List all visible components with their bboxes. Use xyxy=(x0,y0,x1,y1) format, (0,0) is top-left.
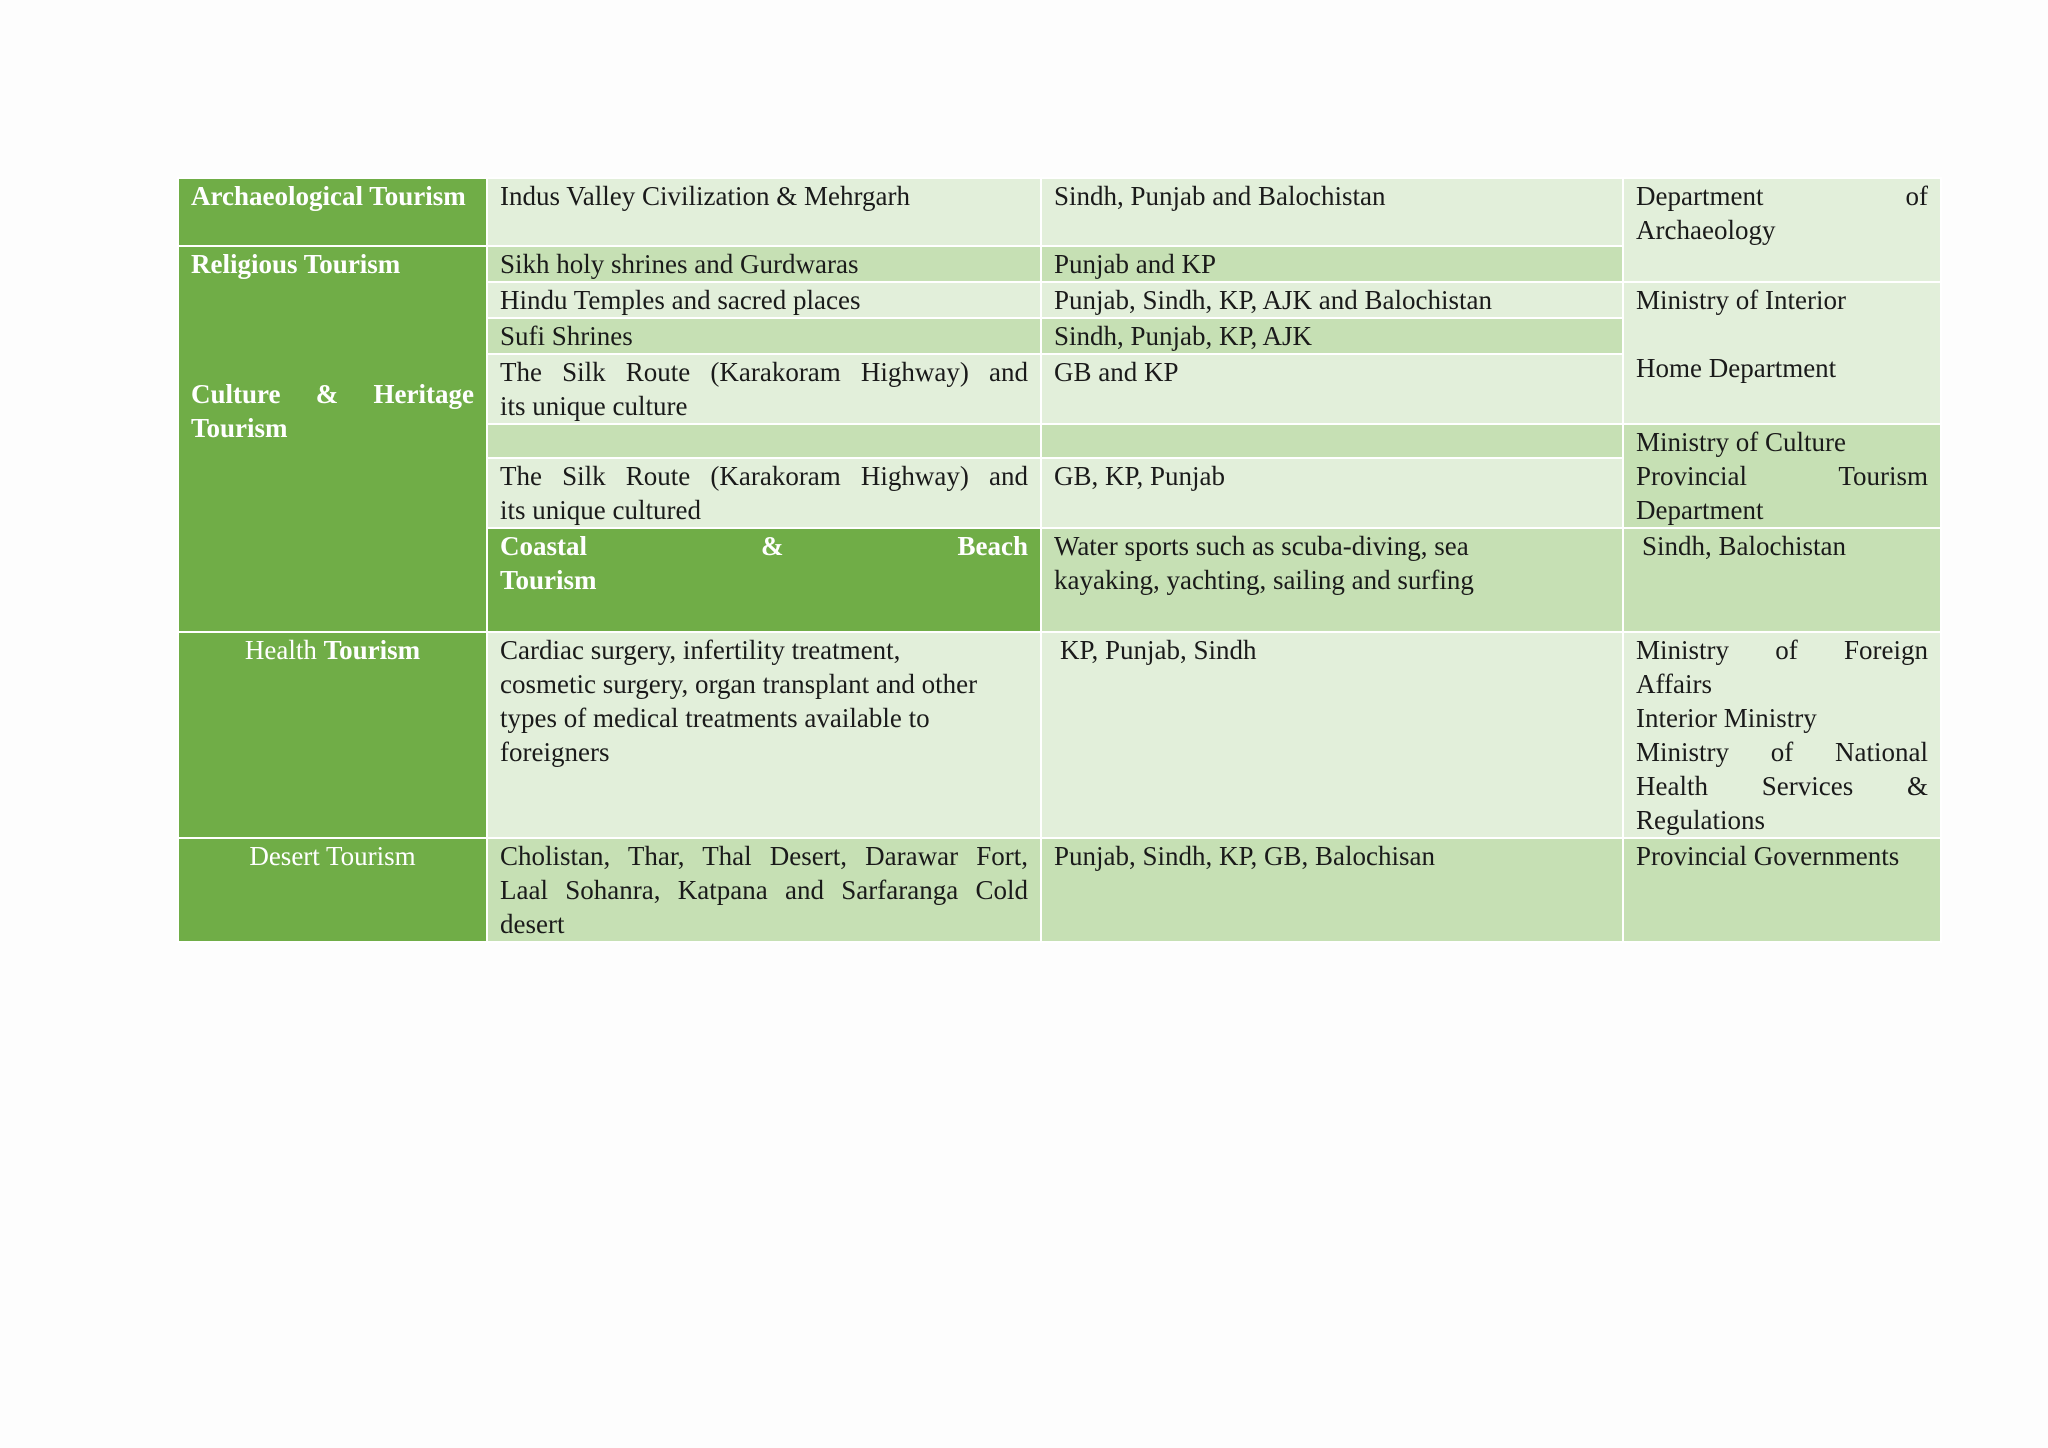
provinces-cell xyxy=(1041,282,1623,318)
attractions-text: Sufi Shrines xyxy=(500,321,633,351)
attractions-line: The Silk Route (Karakoram Highway) and xyxy=(500,461,1028,491)
provinces-text: KP, Punjab, Sindh xyxy=(1060,635,1257,665)
category-line: Culture & Heritage xyxy=(191,379,474,409)
authority-cell xyxy=(1623,424,1941,528)
attractions-line: Laal Sohanra, Katpana and Sarfaranga Cold xyxy=(500,875,1028,905)
authority-cell xyxy=(1623,838,1941,942)
provinces-cell xyxy=(1623,528,1941,632)
attractions-cell xyxy=(487,632,1041,838)
attractions-cell xyxy=(1041,528,1623,632)
authority-line: Health Services & xyxy=(1636,771,1928,801)
authority-line: Regulations xyxy=(1636,805,1765,835)
category-line: Tourism xyxy=(191,413,288,443)
category-label xyxy=(191,377,474,445)
authority-line: Ministry of Interior xyxy=(1636,285,1846,315)
category-label: Health xyxy=(244,635,317,665)
provinces-cell xyxy=(1041,424,1623,458)
provinces-text: Punjab, Sindh, KP, AJK and Balochistan xyxy=(1054,285,1493,315)
authority-line: Archaeology xyxy=(1636,215,1776,245)
authority-line: Provincial Tourism xyxy=(1636,461,1928,491)
authority-cell xyxy=(1623,282,1941,424)
attractions-cell xyxy=(487,354,1041,424)
attractions-text: Indus Valley Civilization & Mehrgarh xyxy=(500,181,910,211)
attractions-cell xyxy=(487,318,1041,354)
attractions-cell xyxy=(487,424,1041,458)
category-cell xyxy=(178,246,487,632)
provinces-text: Sindh, Punjab and Balochistan xyxy=(1054,181,1386,211)
provinces-cell xyxy=(1041,632,1623,838)
attractions-cell xyxy=(487,282,1041,318)
attractions-line: its unique cultured xyxy=(500,495,701,525)
table-row xyxy=(178,838,1941,942)
category-cell xyxy=(178,178,487,246)
authority-cell xyxy=(1623,178,1941,282)
attractions-cell xyxy=(487,838,1041,942)
authority-line: Department of xyxy=(1636,181,1928,211)
authority-line: Home Department xyxy=(1636,353,1837,383)
authority-line: Department xyxy=(1636,495,1764,525)
table-row xyxy=(178,632,1941,838)
attractions-line: kayaking, yachting, sailing and surfing xyxy=(1054,565,1474,595)
attractions-line: The Silk Route (Karakoram Highway) and xyxy=(500,357,1028,387)
provinces-cell xyxy=(1041,318,1623,354)
provinces-cell xyxy=(1041,458,1623,528)
category-label: Religious Tourism xyxy=(191,249,401,279)
attractions-cell xyxy=(487,458,1041,528)
authority-line: Interior Ministry xyxy=(1636,703,1817,733)
provinces-cell xyxy=(1041,354,1623,424)
authority-line: Ministry of National xyxy=(1636,737,1928,767)
attractions-line: Cholistan, Thar, Thal Desert, Darawar Fort, xyxy=(500,841,1028,871)
category-cell xyxy=(178,632,487,838)
provinces-cell xyxy=(1041,838,1623,942)
authority-text: Provincial Governments xyxy=(1636,841,1900,871)
authority-line: Ministry of Culture xyxy=(1636,427,1846,457)
category-cell xyxy=(487,528,1041,632)
provinces-text: Sindh, Balochistan xyxy=(1642,531,1846,561)
attractions-text: Hindu Temples and sacred places xyxy=(500,285,861,315)
provinces-text: Punjab and KP xyxy=(1054,249,1216,279)
provinces-text: Sindh, Punjab, KP, AJK xyxy=(1054,321,1313,351)
tourism-table xyxy=(177,177,1942,943)
attractions-line: its unique culture xyxy=(500,391,688,421)
provinces-text: GB and KP xyxy=(1054,357,1179,387)
table-row xyxy=(178,178,1941,246)
category-label: Archaeological Tourism xyxy=(191,181,466,211)
attractions-cell xyxy=(487,178,1041,246)
attractions-text: Sikh holy shrines and Gurdwaras xyxy=(500,249,859,279)
attractions-line: foreigners xyxy=(500,737,610,767)
attractions-cell xyxy=(487,246,1041,282)
spacer xyxy=(1636,317,1928,351)
category-line: Coastal & Beach xyxy=(500,531,1028,561)
attractions-line: cosmetic surgery, organ transplant and other xyxy=(500,669,978,699)
attractions-line: Cardiac surgery, infertility treatment, xyxy=(500,635,901,665)
provinces-cell xyxy=(1041,246,1623,282)
authority-line: Ministry of Foreign xyxy=(1636,635,1928,665)
authority-cell xyxy=(1623,632,1941,838)
category-line: Tourism xyxy=(500,565,597,595)
attractions-line: desert xyxy=(500,909,565,939)
provinces-cell xyxy=(1041,178,1623,246)
authority-line: Affairs xyxy=(1636,669,1712,699)
category-label-bold: Tourism xyxy=(323,635,421,665)
category-cell xyxy=(178,838,487,942)
category-label: Desert Tourism xyxy=(249,841,416,871)
attractions-line: types of medical treatments available to xyxy=(500,703,930,733)
provinces-text: GB, KP, Punjab xyxy=(1054,461,1226,491)
attractions-line: Water sports such as scuba-diving, sea xyxy=(1054,531,1469,561)
provinces-text: Punjab, Sindh, KP, GB, Balochisan xyxy=(1054,841,1436,871)
